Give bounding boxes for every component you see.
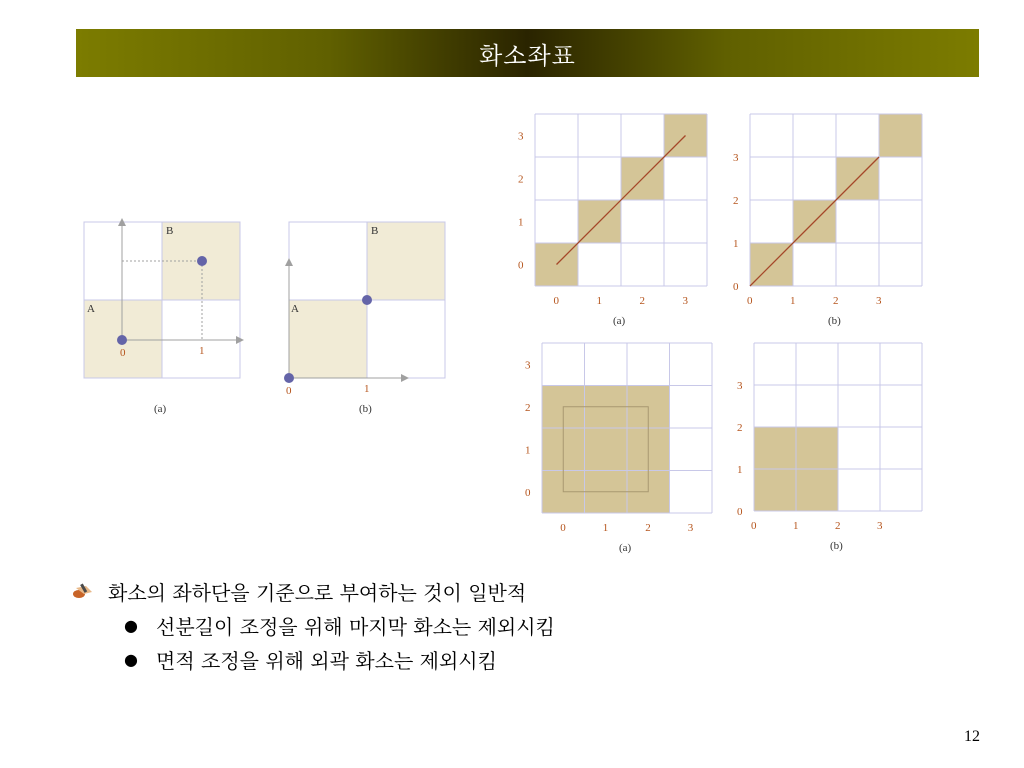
x-tick-label: 3 xyxy=(687,522,694,534)
bullet-list xyxy=(72,574,952,676)
panel-caption: (b) xyxy=(828,315,841,327)
x-tick-label: 0 xyxy=(560,522,566,534)
panel-caption: (a) xyxy=(613,315,626,327)
area-pixels-panel-b xyxy=(737,343,922,552)
y-tick-label: 3 xyxy=(737,380,743,392)
y-tick-label: 1 xyxy=(737,464,743,476)
pixel-corner-point xyxy=(362,295,372,305)
pixel-center-point xyxy=(197,256,207,266)
x-tick-label: 0 xyxy=(747,295,753,307)
bullet-item-sub xyxy=(72,642,952,676)
y-tick-label: 0 xyxy=(737,506,743,518)
label-a: A xyxy=(291,303,299,315)
line-pixels-panel-b xyxy=(733,114,922,327)
bullet-text: 선분길이 조정을 위해 마지막 화소는 제외시킴 xyxy=(156,614,555,639)
y-tick-label: 2 xyxy=(518,173,524,186)
y-tick-label: 3 xyxy=(733,152,739,164)
tick-1: 1 xyxy=(199,345,205,357)
pixel-origin-panel-b xyxy=(284,222,445,415)
x-tick-label: 2 xyxy=(835,520,841,532)
tick-0: 0 xyxy=(286,385,292,397)
pixel-grid-figure xyxy=(500,108,940,556)
filled-pixel xyxy=(796,427,838,469)
line-pixels-panel-a xyxy=(518,114,707,327)
tick-1: 1 xyxy=(364,383,370,395)
y-tick-label: 0 xyxy=(518,259,524,272)
area-pixels-panel-a xyxy=(525,343,712,554)
x-tick-label: 3 xyxy=(682,295,688,307)
x-tick-label: 2 xyxy=(645,522,651,534)
line-segment xyxy=(750,157,879,286)
slide-title: 화소좌표 xyxy=(479,41,576,70)
filled-pixel xyxy=(879,114,922,157)
y-tick-label: 2 xyxy=(525,401,531,414)
x-tick-label: 0 xyxy=(751,520,757,532)
x-tick-label: 0 xyxy=(553,295,559,307)
bullet-dot-icon: ● xyxy=(124,649,138,669)
y-tick-label: 3 xyxy=(518,130,524,143)
pixel-origin-panel-a xyxy=(84,218,244,415)
pen-hand-icon xyxy=(72,582,108,600)
page-number: 12 xyxy=(964,728,980,745)
filled-pixel xyxy=(754,427,796,469)
caption-a: (a) xyxy=(154,403,167,415)
filled-pixel xyxy=(754,469,796,511)
x-tick-label: 1 xyxy=(790,295,796,307)
y-tick-label: 1 xyxy=(733,238,739,250)
label-b: B xyxy=(166,225,174,237)
panel-caption: (a) xyxy=(619,542,632,554)
y-tick-label: 2 xyxy=(733,195,739,207)
caption-b: (b) xyxy=(359,403,372,415)
x-tick-label: 3 xyxy=(877,520,883,532)
bullet-dot-icon: ● xyxy=(124,615,138,635)
tick-0: 0 xyxy=(120,347,126,359)
filled-pixel xyxy=(585,428,628,471)
x-tick-label: 1 xyxy=(602,522,609,534)
y-tick-label: 0 xyxy=(733,281,739,293)
x-tick-label: 1 xyxy=(793,520,799,532)
x-tick-label: 2 xyxy=(833,295,839,307)
y-tick-label: 0 xyxy=(525,486,531,499)
origin-point xyxy=(284,373,294,383)
y-tick-label: 3 xyxy=(525,359,531,372)
x-tick-label: 3 xyxy=(876,295,882,307)
bullet-item-sub xyxy=(72,608,952,642)
bullet-text: 화소의 좌하단을 기준으로 부여하는 것이 일반적 xyxy=(108,580,527,605)
label-b: B xyxy=(371,225,379,237)
panel-caption: (b) xyxy=(830,540,843,552)
y-tick-label: 1 xyxy=(518,216,524,229)
y-tick-label: 1 xyxy=(525,444,531,457)
bullet-item-main xyxy=(72,574,952,608)
y-tick-label: 2 xyxy=(737,422,743,434)
filled-pixel xyxy=(796,469,838,511)
x-tick-label: 1 xyxy=(596,295,602,307)
title-bar xyxy=(76,29,979,77)
label-a: A xyxy=(87,303,95,315)
pixel-origin-figure xyxy=(80,218,450,418)
bullet-text: 면적 조정을 위해 외곽 화소는 제외시킴 xyxy=(156,648,497,673)
origin-point xyxy=(117,335,127,345)
x-tick-label: 2 xyxy=(639,295,645,307)
